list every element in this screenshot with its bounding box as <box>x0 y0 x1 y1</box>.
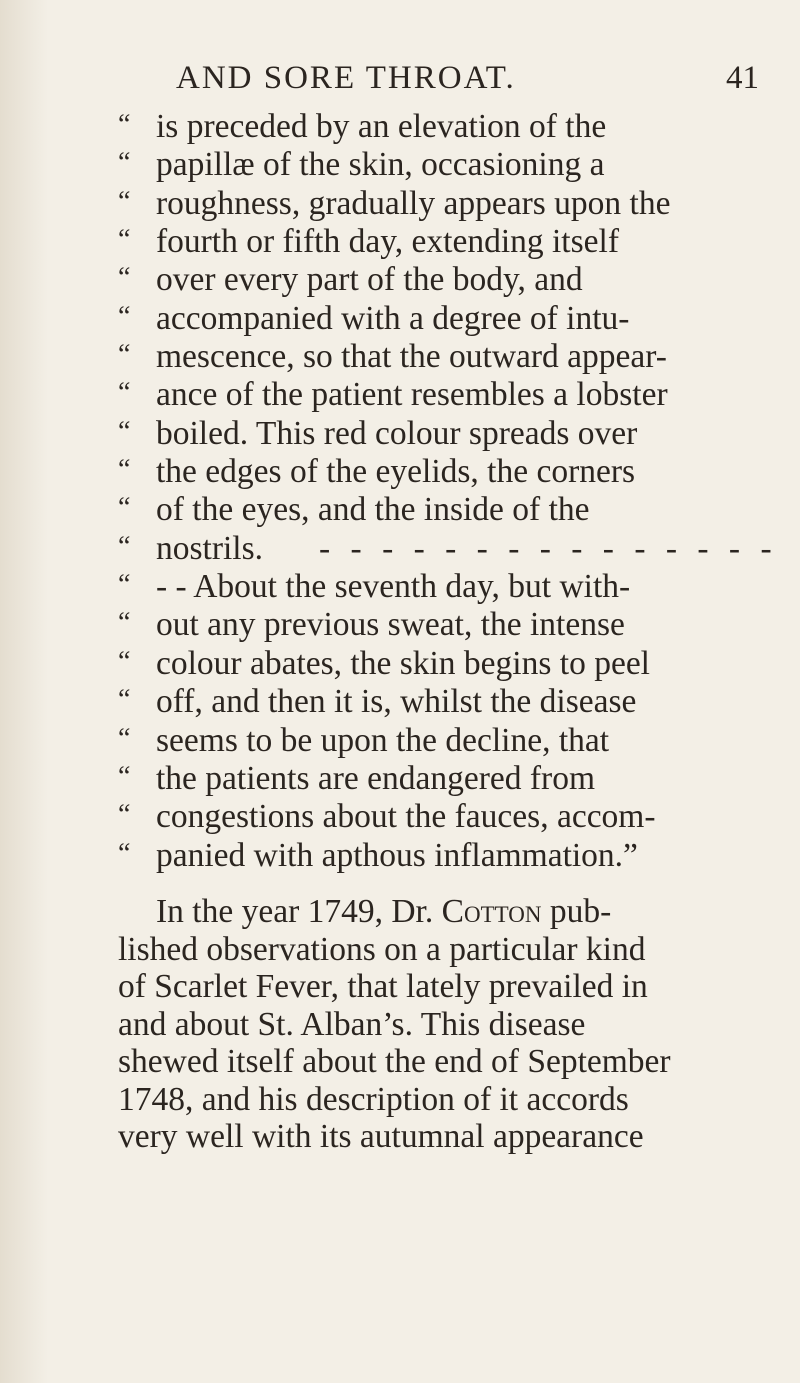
quote-line <box>118 261 766 299</box>
quote-mark: “ <box>118 530 131 562</box>
quote-text: ance of the patient resembles a lobster <box>156 376 668 414</box>
quote-line <box>118 300 766 338</box>
quote-line <box>118 453 766 491</box>
page-edge-shadow <box>0 0 48 1383</box>
quotation-block <box>118 108 778 875</box>
quote-text: mescence, so that the outward appear- <box>156 338 667 376</box>
quote-line <box>118 760 766 798</box>
quote-mark: “ <box>118 147 131 179</box>
quote-line <box>118 415 766 453</box>
paragraph-line: and about St. Alban’s. This disease <box>118 1005 586 1043</box>
quote-mark: “ <box>118 607 131 639</box>
quote-mark: “ <box>118 224 131 256</box>
quote-line <box>118 491 766 529</box>
quote-mark: “ <box>118 760 131 792</box>
quote-mark: “ <box>118 837 131 869</box>
quote-mark: “ <box>118 109 131 140</box>
quote-mark: “ <box>118 300 131 332</box>
quote-line <box>118 108 766 146</box>
quote-mark: “ <box>118 454 131 486</box>
paragraph-line: very well with its autumnal appearance <box>118 1118 644 1155</box>
quote-line <box>118 529 778 568</box>
author-name: Cotton <box>441 893 542 930</box>
body-paragraph <box>118 893 766 1156</box>
paragraph-line: shewed itself about the end of September <box>118 1043 671 1080</box>
quote-text: boiled. This red colour spreads over <box>156 414 638 452</box>
quote-text: congestions about the fauces, accom- <box>156 798 656 836</box>
quote-text: the edges of the eyelids, the corners <box>156 453 636 491</box>
running-head: AND SORE THROAT. <box>176 60 516 96</box>
page-number: 41 <box>726 60 759 96</box>
quote-line <box>118 376 766 414</box>
quote-text: nostrils. <box>156 529 264 567</box>
paragraph-line: lished observations on a particular kind <box>118 930 646 968</box>
paragraph-line: 1748, and his description of it accords <box>118 1080 629 1118</box>
quote-text: over every part of the body, and <box>156 261 583 299</box>
quote-line <box>118 837 766 875</box>
paragraph-line <box>118 893 766 931</box>
quote-text: papillæ of the skin, occasioning a <box>156 146 605 184</box>
paragraph-line: of Scarlet Fever, that lately prevailed in <box>118 968 648 1005</box>
quote-text: colour abates, the skin begins to peel <box>156 644 650 682</box>
quote-line <box>118 798 766 836</box>
quote-text: the patients are endangered from <box>156 759 596 797</box>
quote-line <box>118 606 766 644</box>
quote-mark: “ <box>118 185 131 217</box>
quote-line <box>118 146 766 184</box>
quote-text: roughness, gradually appears upon the <box>156 184 671 222</box>
quote-text: accompanied with a degree of intu- <box>156 299 630 337</box>
quote-mark: “ <box>118 684 131 716</box>
quote-mark: “ <box>118 377 131 409</box>
quote-line <box>118 645 766 683</box>
quote-mark: “ <box>118 339 131 371</box>
quote-mark: “ <box>118 722 131 754</box>
quote-text: seems to be upon the decline, that <box>156 721 610 759</box>
page-header <box>0 58 800 98</box>
quote-text: out any previous sweat, the intense <box>156 606 625 644</box>
quote-text: panied with apthous inflammation.” <box>156 836 638 874</box>
quote-line <box>118 185 766 223</box>
quote-line <box>118 722 766 760</box>
quote-line <box>118 683 766 721</box>
paragraph-text: In the year 1749, Dr. <box>156 893 442 930</box>
quote-mark: “ <box>118 799 131 831</box>
paragraph-text: pub- <box>541 893 612 930</box>
quote-mark: “ <box>118 645 131 677</box>
quote-mark: “ <box>118 415 131 447</box>
quote-line <box>118 568 766 606</box>
quote-text: of the eyes, and the inside of the <box>156 491 590 529</box>
quote-text: - - About the seventh day, but with- <box>156 568 631 606</box>
quote-mark: “ <box>118 262 131 294</box>
quote-text: off, and then it is, whilst the disease <box>156 683 637 721</box>
quote-line <box>118 223 766 261</box>
quote-mark: “ <box>118 492 131 524</box>
quote-text: is preceded by an elevation of the <box>156 108 607 145</box>
quote-text: fourth or fifth day, extending itself <box>156 223 619 261</box>
ellipsis-dashes: - - - - - - - - - - - - - - - <box>319 529 778 567</box>
quote-mark: “ <box>118 569 131 601</box>
quote-line <box>118 338 766 376</box>
